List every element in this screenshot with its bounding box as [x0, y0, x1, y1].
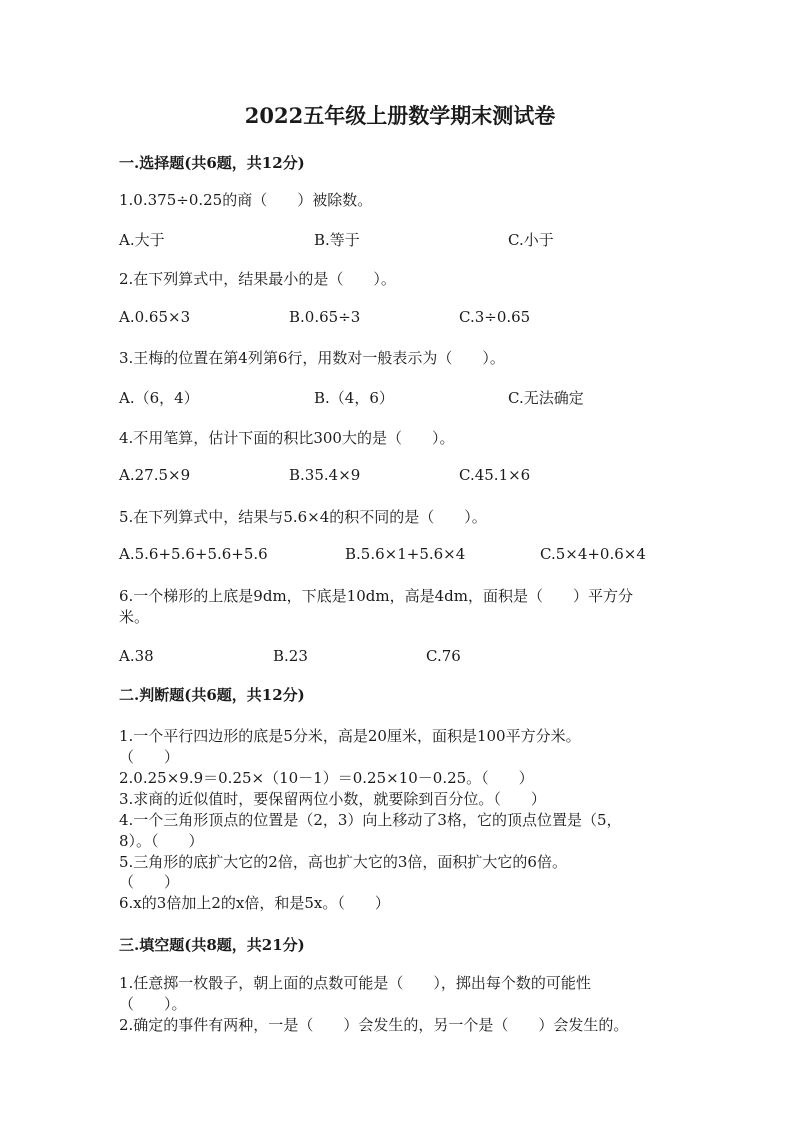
option-a: A.27.5×9	[119, 466, 191, 484]
option-b: B.0.65÷3	[289, 308, 361, 326]
fill-line: （ ）。	[119, 995, 187, 1013]
option-c: C.3÷0.65	[459, 308, 531, 326]
option-a: A.0.65×3	[119, 308, 191, 326]
option-c: C.76	[426, 647, 461, 665]
judgment-line: 1.一个平行四边形的底是5分米，高是20厘米，面积是100平方分米。	[119, 727, 581, 745]
judgment-line: 5.三角形的底扩大它的2倍，高也扩大它的3倍，面积扩大它的6倍。	[119, 853, 567, 871]
judgment-line: 4.一个三角形顶点的位置是（2，3）向上移动了3格，它的顶点位置是（5，	[119, 811, 622, 829]
section-heading-choice: 一.选择题(共6题，共12分)	[119, 154, 305, 172]
option-a: A.5.6+5.6+5.6+5.6	[119, 545, 268, 563]
question-text: 2.在下列算式中，结果最小的是（ ）。	[119, 270, 396, 288]
section-heading-judgment: 二.判断题(共6题，共12分)	[119, 686, 305, 704]
question-text-cont: 米。	[119, 608, 150, 626]
option-b: B.23	[273, 647, 308, 665]
question-text: 3.王梅的位置在第4列第6行，用数对一般表示为（ ）。	[119, 349, 505, 367]
section-heading-fill: 三.填空题(共8题，共21分)	[119, 936, 305, 954]
page-title: 2022五年级上册数学期末测试卷	[244, 103, 556, 128]
option-c: C.45.1×6	[459, 466, 531, 484]
judgment-line: 3.求商的近似值时，要保留两位小数，就要除到百分位。（ ）	[119, 790, 546, 808]
option-c: C.无法确定	[508, 389, 584, 407]
option-b: B.35.4×9	[289, 466, 361, 484]
fill-line: 2.确定的事件有两种，一是（ ）会发生的，另一个是（ ）会发生的。	[119, 1016, 629, 1034]
judgment-line: （ ）	[119, 748, 180, 766]
judgment-line: 6.x的3倍加上2的x倍，和是5x。（ ）	[119, 894, 390, 912]
question-text: 5.在下列算式中，结果与5.6×4的积不同的是（ ）。	[119, 508, 487, 526]
option-c: C.小于	[508, 231, 554, 249]
option-b: B.5.6×1+5.6×4	[345, 545, 466, 563]
fill-line: 1.任意掷一枚骰子，朝上面的点数可能是（ ），掷出每个数的可能性	[119, 974, 591, 992]
option-b: B.（4，6）	[314, 389, 394, 407]
question-text: 6.一个梯形的上底是9dm，下底是10dm，高是4dm，面积是（ ）平方分	[119, 587, 633, 605]
question-text: 1.0.375÷0.25的商（ ）被除数。	[119, 191, 373, 209]
option-c: C.5×4+0.6×4	[540, 545, 646, 563]
option-a: A.（6，4）	[119, 389, 199, 407]
option-a: A.大于	[119, 231, 165, 249]
judgment-line: 2.0.25×9.9＝0.25×（10－1）＝0.25×10－0.25。（ ）	[119, 769, 534, 787]
option-b: B.等于	[314, 231, 360, 249]
judgment-line: 8）。（ ）	[119, 832, 204, 850]
option-a: A.38	[119, 647, 154, 665]
judgment-line: （ ）	[119, 873, 180, 891]
question-text: 4.不用笔算，估计下面的积比300大的是（ ）。	[119, 429, 455, 447]
